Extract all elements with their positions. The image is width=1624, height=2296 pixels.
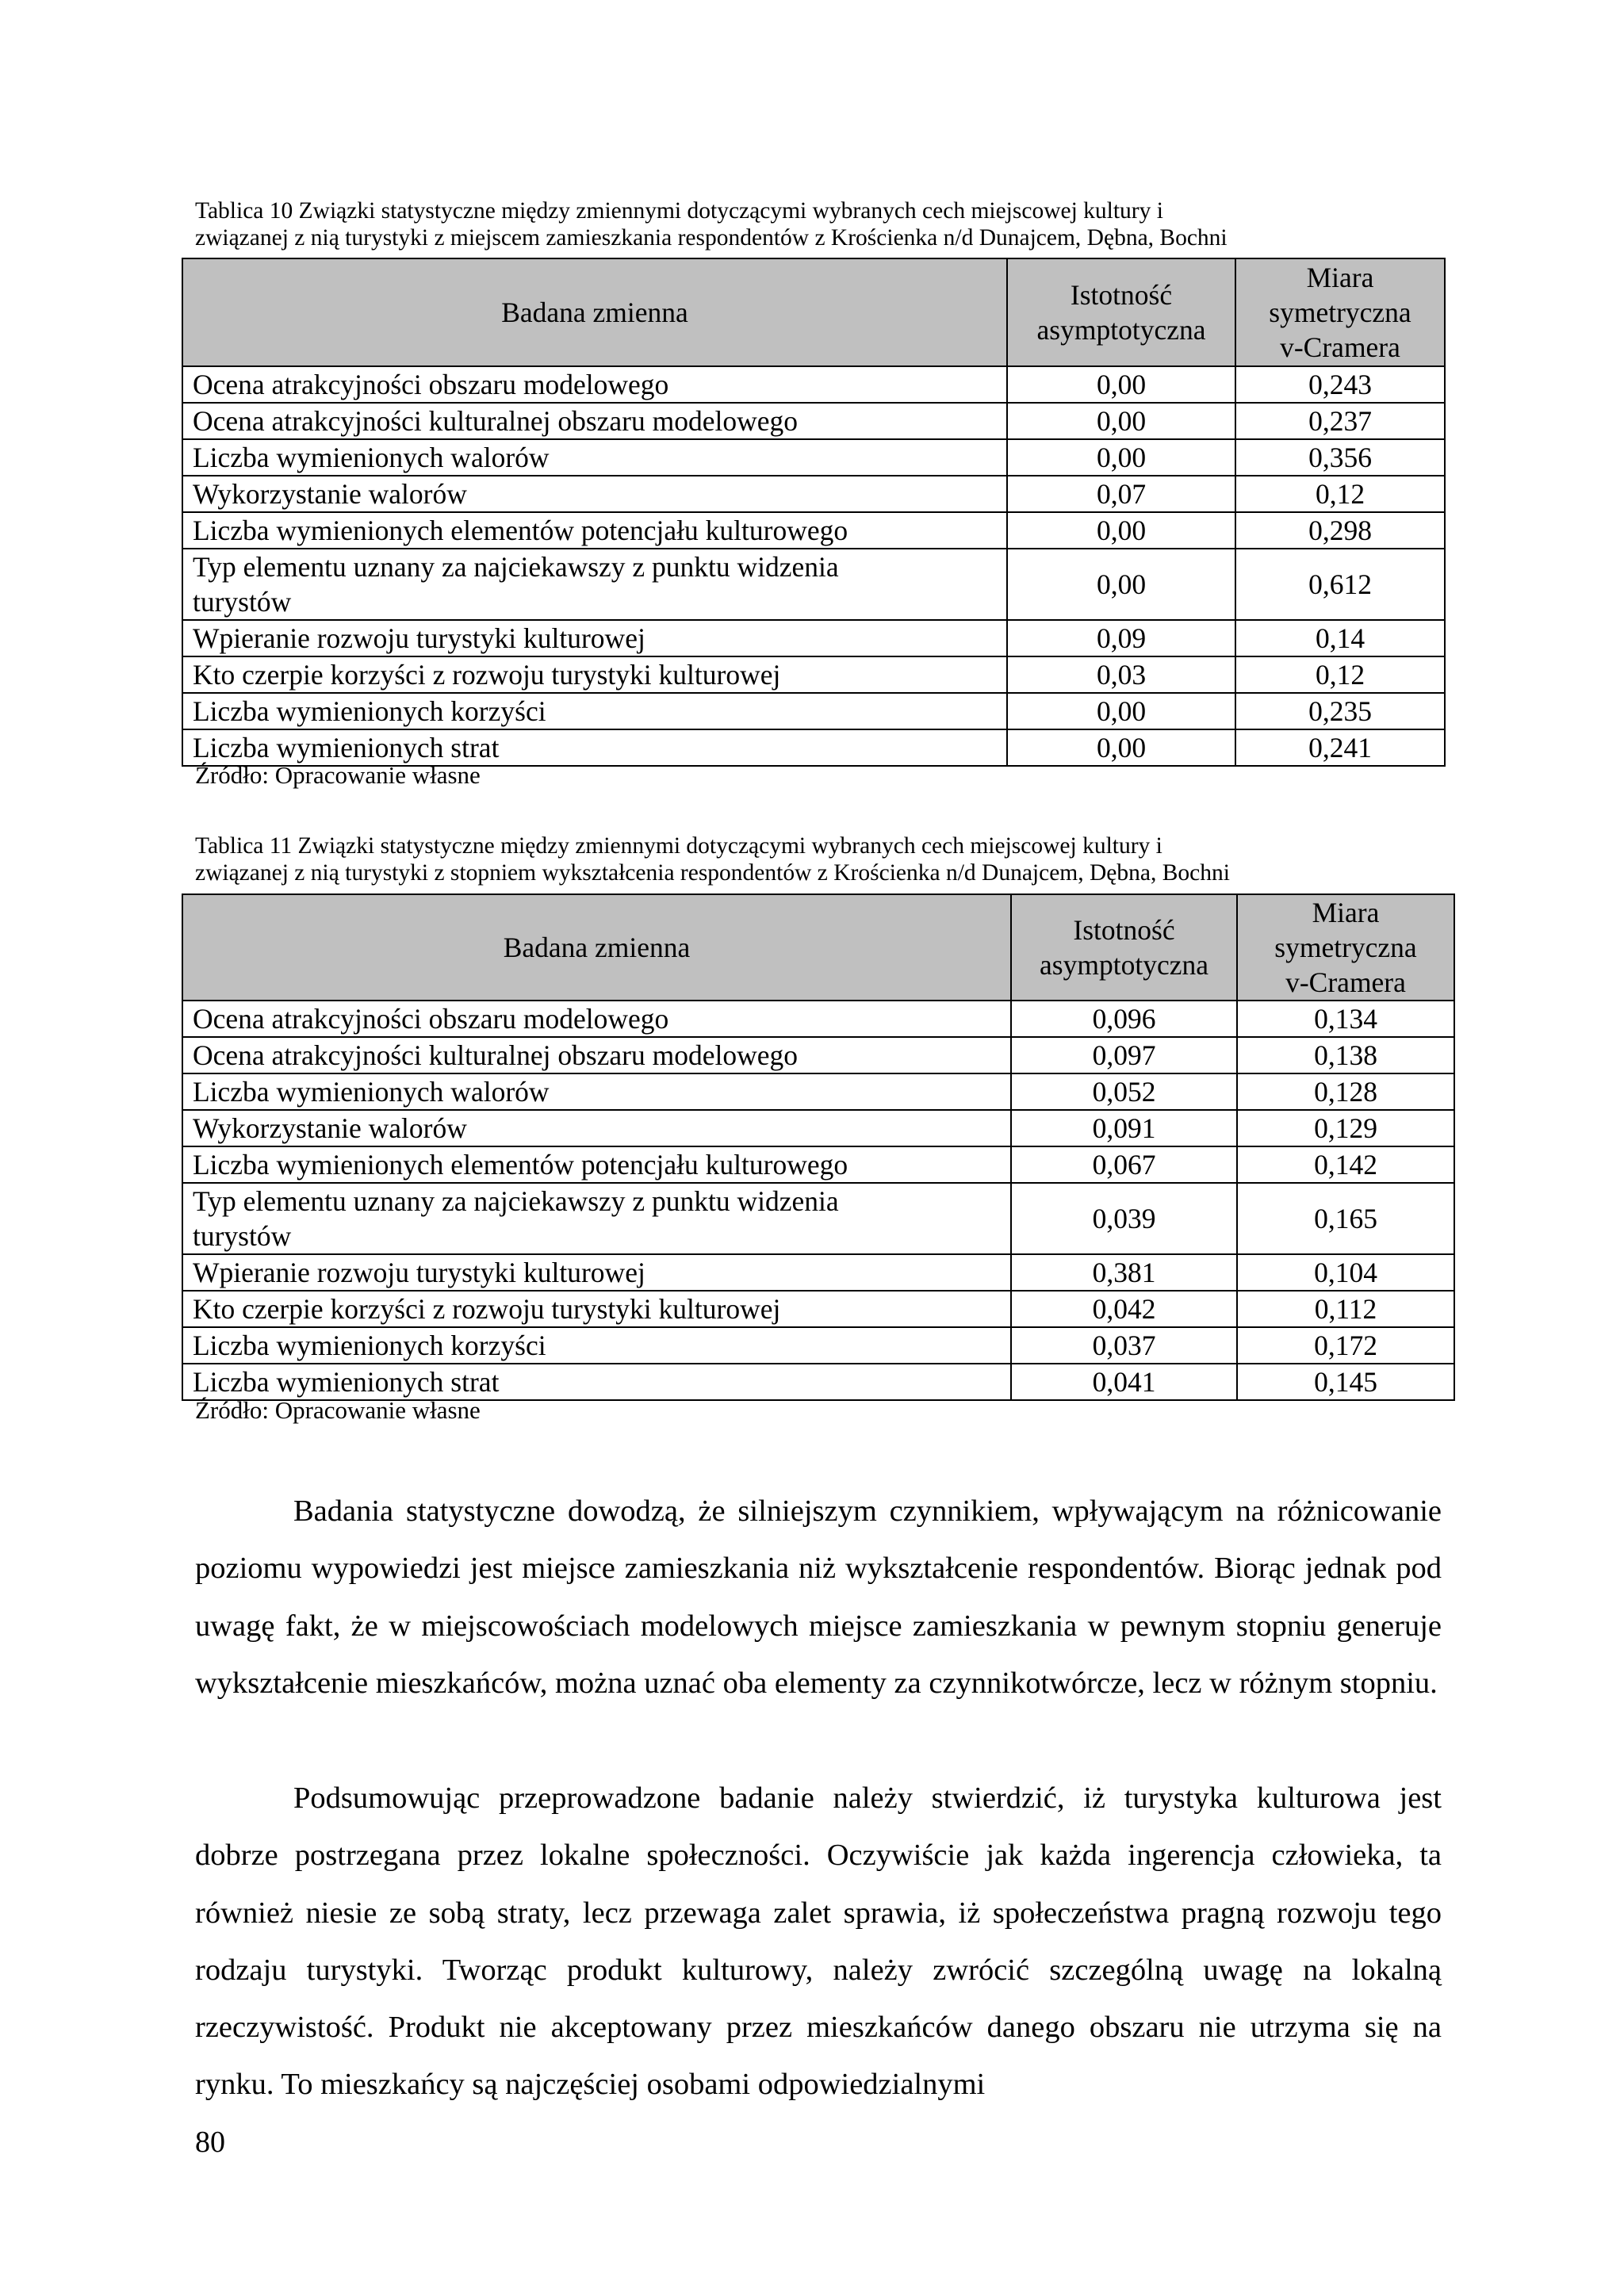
body-paragraph-2: Podsumowując przeprowadzone badanie należy stwierdzić, iż turystyka kulturowa jest dobrze postrzegana przez lokalne społeczności. Oczywiście jak każda ingerencja człowieka, ta również niesie ze sobą straty, lecz przewaga zalet sprawia, iż społeczeństwa pragną rozwoju tego rodzaju turystyki. Tworząc produkt kulturowy, należy zwrócić szczególną uwagę na lokalną rzeczywistość. Produkt nie akceptowany przez mieszkańców danego obszaru nie utrzyma się na rynku. To mieszkańcy są najczęściej osobami odpowiedzialnymi xyxy=(195,1781,1442,2102)
variable-cell: Wpieranie rozwoju turystyki kulturowej xyxy=(182,620,1007,656)
variable-cell: Kto czerpie korzyści z rozwoju turystyki kulturowej xyxy=(182,656,1007,693)
cramer-v-cell: 0,145 xyxy=(1237,1364,1454,1400)
variable-cell: Typ elementu uznany za najciekawszy z punktu widzenia turystów xyxy=(182,1183,1011,1254)
table-10-header-significance: Istotność asymptotyczna xyxy=(1007,258,1235,366)
significance-cell: 0,067 xyxy=(1011,1146,1237,1183)
cramer-v-cell: 0,172 xyxy=(1237,1327,1454,1364)
significance-cell: 0,037 xyxy=(1011,1327,1237,1364)
variable-cell: Wpieranie rozwoju turystyki kulturowej xyxy=(182,1254,1011,1291)
significance-cell: 0,052 xyxy=(1011,1073,1237,1110)
table-row xyxy=(182,1073,1454,1110)
cramer-v-cell: 0,235 xyxy=(1235,693,1445,729)
table-11-header-significance: Istotność asymptotyczna xyxy=(1011,894,1237,1001)
cramer-v-cell: 0,112 xyxy=(1237,1291,1454,1327)
significance-cell: 0,00 xyxy=(1007,439,1235,476)
body-paragraph-1: Badania statystyczne dowodzą, że silniejszym czynnikiem, wpływającym na różnicowanie poziomu wypowiedzi jest miejsce zamieszkania niż wykształcenie respondentów. Biorąc jednak pod uwagę fakt, że w miejscowościach modelowych miejsce zamieszkania w pewnym stopniu generuje wykształcenie mieszkańców, można uznać oba elementy za czynnikotwórcze, lecz w różnym stopniu. xyxy=(195,1494,1442,1700)
significance-cell: 0,00 xyxy=(1007,366,1235,403)
table-row xyxy=(182,656,1445,693)
variable-cell: Liczba wymienionych strat xyxy=(182,1364,1011,1400)
variable-cell: Liczba wymienionych korzyści xyxy=(182,693,1007,729)
variable-cell: Wykorzystanie walorów xyxy=(182,1110,1011,1146)
table-11-caption-line-2: związanej z nią turystyki z stopniem wykształcenia respondentów z Krościenka n/d Dunajcem, Dębna, Bochni xyxy=(195,860,1230,886)
table-10-header-cramer-v: Miara symetryczna v-Cramera xyxy=(1235,258,1445,366)
table-11-header-variable: Badana zmienna xyxy=(182,894,1011,1001)
cramer-v-cell: 0,165 xyxy=(1237,1183,1454,1254)
cramer-v-cell: 0,142 xyxy=(1237,1146,1454,1183)
significance-cell: 0,00 xyxy=(1007,729,1235,766)
table-row xyxy=(182,1291,1454,1327)
variable-cell: Ocena atrakcyjności kulturalnej obszaru modelowego xyxy=(182,1037,1011,1073)
cramer-v-cell: 0,356 xyxy=(1235,439,1445,476)
table-10-caption xyxy=(195,197,1432,251)
variable-cell: Typ elementu uznany za najciekawszy z punktu widzenia turystów xyxy=(182,549,1007,620)
cramer-v-cell: 0,104 xyxy=(1237,1254,1454,1291)
table-row xyxy=(182,1001,1454,1037)
variable-cell: Liczba wymienionych walorów xyxy=(182,1073,1011,1110)
table-10-header-row xyxy=(182,258,1445,366)
table-row xyxy=(182,439,1445,476)
cramer-v-cell: 0,241 xyxy=(1235,729,1445,766)
variable-cell: Liczba wymienionych korzyści xyxy=(182,1327,1011,1364)
table-10-caption-line-1: Tablica 10 Związki statystyczne między zmiennymi dotyczącymi wybranych cech miejscowej kultury i xyxy=(195,198,1163,224)
variable-cell: Liczba wymienionych elementów potencjału kulturowego xyxy=(182,1146,1011,1183)
table-row xyxy=(182,366,1445,403)
table-row xyxy=(182,549,1445,620)
variable-cell: Ocena atrakcyjności kulturalnej obszaru modelowego xyxy=(182,403,1007,439)
cramer-v-cell: 0,12 xyxy=(1235,656,1445,693)
table-row xyxy=(182,1183,1454,1254)
significance-cell: 0,07 xyxy=(1007,476,1235,512)
variable-cell: Liczba wymienionych walorów xyxy=(182,439,1007,476)
cramer-v-cell: 0,134 xyxy=(1237,1001,1454,1037)
significance-cell: 0,00 xyxy=(1007,403,1235,439)
significance-cell: 0,09 xyxy=(1007,620,1235,656)
table-11-header-cramer-v: Miara symetryczna v-Cramera xyxy=(1237,894,1454,1001)
cramer-v-cell: 0,128 xyxy=(1237,1073,1454,1110)
cramer-v-cell: 0,12 xyxy=(1235,476,1445,512)
cramer-v-cell: 0,237 xyxy=(1235,403,1445,439)
table-10-caption-line-2: związanej z nią turystyki z miejscem zamieszkania respondentów z Krościenka n/d Dunajcem, Dębna, Bochni xyxy=(195,225,1228,251)
table-row xyxy=(182,620,1445,656)
table-11-source: Źródło: Opracowanie własne xyxy=(195,1396,481,1424)
significance-cell: 0,00 xyxy=(1007,549,1235,620)
table-11-header-row xyxy=(182,894,1454,1001)
cramer-v-cell: 0,298 xyxy=(1235,512,1445,549)
significance-cell: 0,097 xyxy=(1011,1037,1237,1073)
table-11 xyxy=(182,894,1455,1401)
cramer-v-cell: 0,129 xyxy=(1237,1110,1454,1146)
significance-cell: 0,091 xyxy=(1011,1110,1237,1146)
significance-cell: 0,042 xyxy=(1011,1291,1237,1327)
table-row xyxy=(182,1146,1454,1183)
significance-cell: 0,096 xyxy=(1011,1001,1237,1037)
table-row xyxy=(182,1254,1454,1291)
cramer-v-cell: 0,612 xyxy=(1235,549,1445,620)
significance-cell: 0,039 xyxy=(1011,1183,1237,1254)
table-row xyxy=(182,403,1445,439)
table-row xyxy=(182,1110,1454,1146)
table-row xyxy=(182,476,1445,512)
table-row xyxy=(182,1364,1454,1400)
significance-cell: 0,041 xyxy=(1011,1364,1237,1400)
table-10 xyxy=(182,258,1446,767)
cramer-v-cell: 0,14 xyxy=(1235,620,1445,656)
variable-cell: Ocena atrakcyjności obszaru modelowego xyxy=(182,1001,1011,1037)
table-11-caption-line-1: Tablica 11 Związki statystyczne między zmiennymi dotyczącymi wybranych cech miejscowej kultury i xyxy=(195,833,1162,859)
page-number: 80 xyxy=(195,2126,225,2159)
table-row xyxy=(182,693,1445,729)
cramer-v-cell: 0,243 xyxy=(1235,366,1445,403)
table-row xyxy=(182,1327,1454,1364)
table-10-source: Źródło: Opracowanie własne xyxy=(195,761,481,789)
table-row xyxy=(182,512,1445,549)
table-11-caption xyxy=(195,832,1432,886)
significance-cell: 0,03 xyxy=(1007,656,1235,693)
significance-cell: 0,00 xyxy=(1007,512,1235,549)
significance-cell: 0,381 xyxy=(1011,1254,1237,1291)
variable-cell: Kto czerpie korzyści z rozwoju turystyki kulturowej xyxy=(182,1291,1011,1327)
variable-cell: Liczba wymienionych strat xyxy=(182,729,1007,766)
variable-cell: Wykorzystanie walorów xyxy=(182,476,1007,512)
cramer-v-cell: 0,138 xyxy=(1237,1037,1454,1073)
variable-cell: Liczba wymienionych elementów potencjału kulturowego xyxy=(182,512,1007,549)
table-10-header-variable: Badana zmienna xyxy=(182,258,1007,366)
significance-cell: 0,00 xyxy=(1007,693,1235,729)
variable-cell: Ocena atrakcyjności obszaru modelowego xyxy=(182,366,1007,403)
table-row xyxy=(182,1037,1454,1073)
